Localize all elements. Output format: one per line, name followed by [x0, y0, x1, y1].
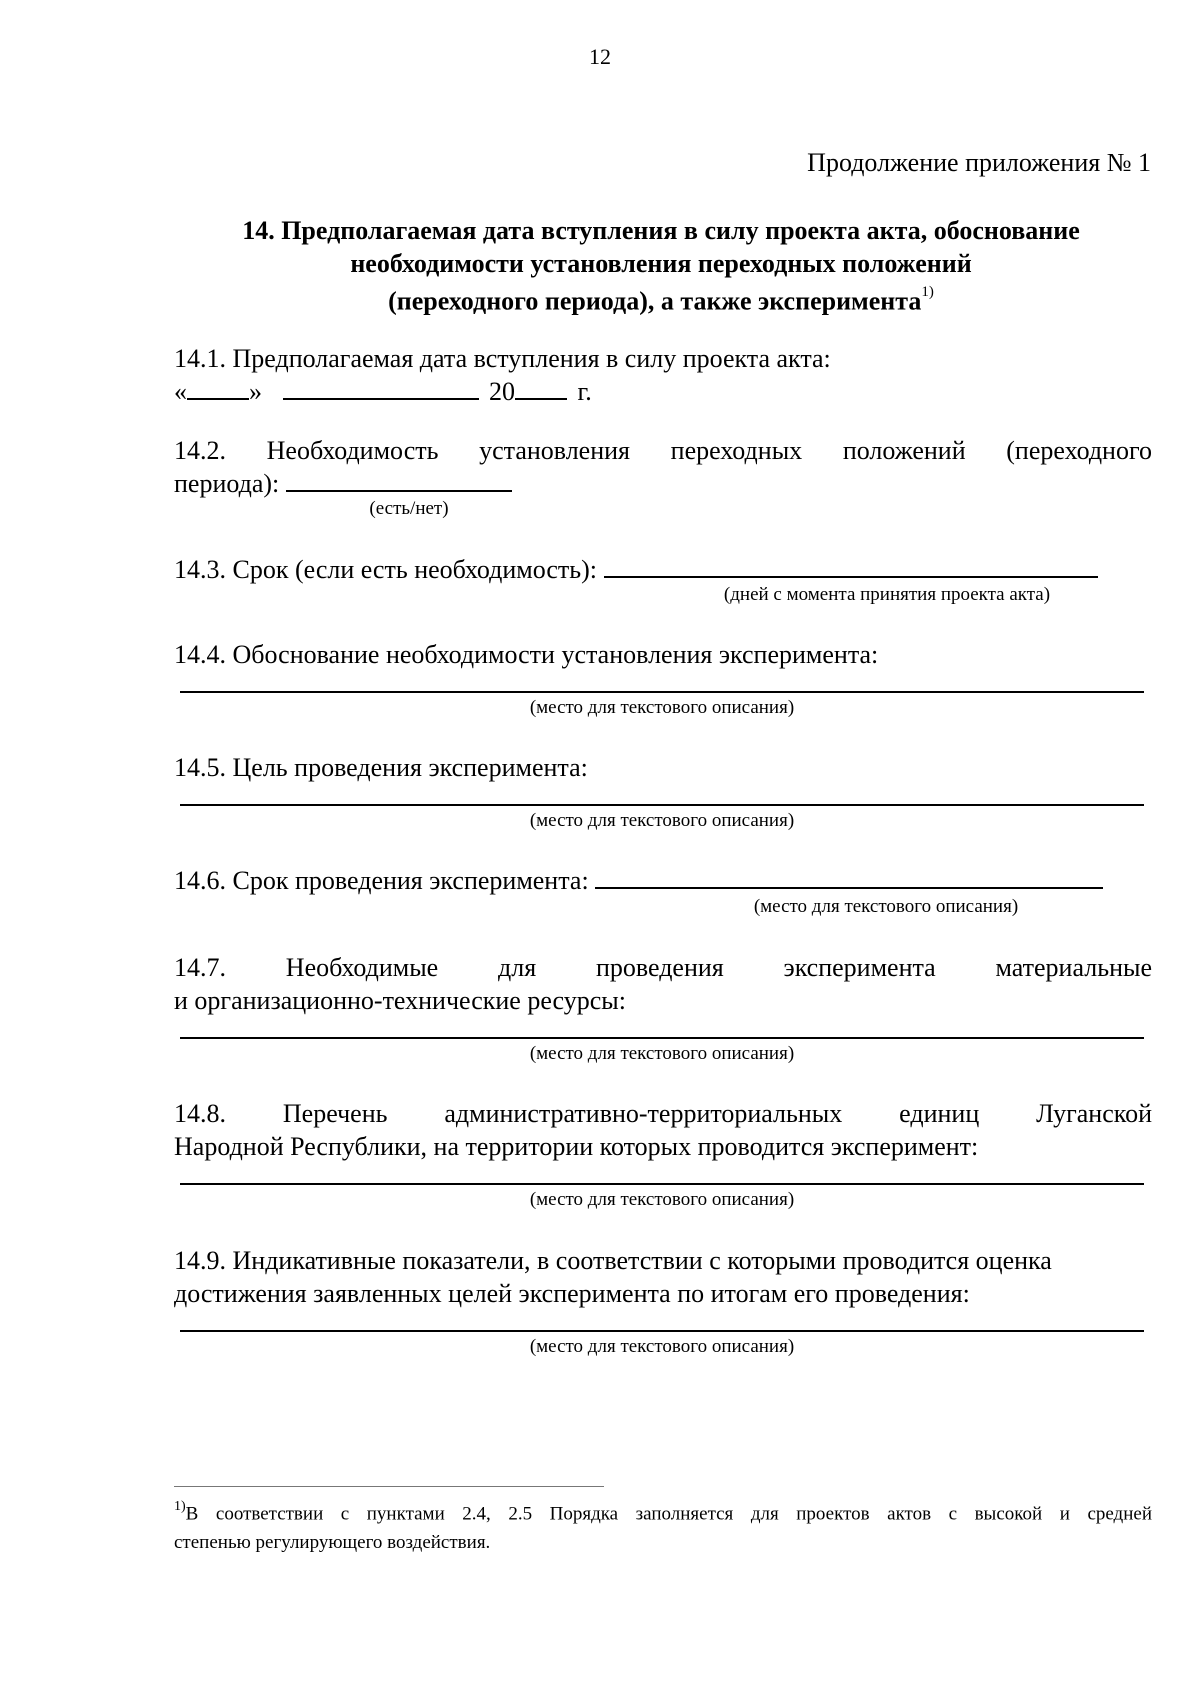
item-14-9-field[interactable] — [180, 1330, 1144, 1332]
appendix-note: Продолжение приложения № 1 — [807, 148, 1151, 177]
heading-line-3: (переходного периода), а также эксперимента — [388, 286, 922, 316]
page-number: 12 — [589, 44, 611, 69]
item-14-7-line-1: 14.7. Необходимые для проведения эксперимента материальные — [174, 953, 1152, 982]
item-14-7-line-2: и организационно-технические ресурсы: — [174, 986, 626, 1015]
section-heading — [170, 214, 1152, 318]
date-open-quote: « — [174, 377, 187, 406]
item-14-5-caption: (место для текстового описания) — [529, 810, 795, 831]
item-14-8-line-1: 14.8. Перечень административно-территориальных единиц Луганской — [174, 1099, 1152, 1128]
item-14-1 — [174, 342, 1152, 408]
heading-line-2: необходимости установления переходных положений — [350, 249, 972, 278]
date-close-quote: » — [249, 377, 262, 406]
heading-footnote-mark: 1) — [921, 284, 934, 300]
heading-line-1: 14. Предполагаемая дата вступления в силу проекта акта, обоснование — [242, 216, 1080, 245]
experiment-term-field[interactable] — [595, 865, 1103, 889]
footnote-line-2: степенью регулирующего воздействия. — [174, 1532, 491, 1554]
item-14-8-line-2: Народной Республики, на территории которых проводится эксперимент: — [174, 1132, 979, 1161]
item-14-7-field[interactable] — [180, 1037, 1144, 1039]
term-field[interactable] — [604, 554, 1098, 578]
item-14-5-text: 14.5. Цель проведения эксперимента: — [174, 753, 588, 782]
item-14-4-caption: (место для текстового описания) — [529, 697, 795, 718]
item-14-9-line-1: 14.9. Индикативные показатели, в соответствии с которыми проводится оценка — [174, 1246, 1052, 1275]
date-year-prefix: 20 — [489, 377, 515, 406]
item-14-2-caption: (есть/нет) — [369, 498, 449, 519]
item-14-6-caption: (место для текстового описания) — [753, 896, 1019, 917]
item-14-8-caption: (место для текстового описания) — [529, 1189, 795, 1210]
item-14-6 — [174, 864, 1152, 897]
item-14-3-text: 14.3. Срок (если есть необходимость): — [174, 555, 598, 584]
date-month-field[interactable] — [283, 376, 479, 400]
item-14-8 — [174, 1097, 1152, 1163]
item-14-6-text: 14.6. Срок проведения эксперимента: — [174, 866, 589, 895]
item-14-8-field[interactable] — [180, 1183, 1144, 1185]
date-year-field[interactable] — [515, 376, 567, 400]
item-14-4-field[interactable] — [180, 691, 1144, 693]
footnote — [174, 1494, 1152, 1557]
item-14-9-line-2: достижения заявленных целей эксперимента по итогам его проведения: — [174, 1279, 970, 1308]
date-day-field[interactable] — [187, 376, 249, 400]
footnote-mark: 1) — [174, 1499, 186, 1514]
item-14-7 — [174, 951, 1152, 1017]
item-14-7-caption: (место для текстового описания) — [529, 1043, 795, 1064]
item-14-9 — [174, 1244, 1152, 1310]
date-year-suffix: г. — [577, 377, 592, 406]
item-14-5-field[interactable] — [180, 804, 1144, 806]
item-14-9-caption: (место для текстового описания) — [529, 1336, 795, 1357]
item-14-2-line-1: 14.2. Необходимость установления переходных положений (переходного — [174, 436, 1152, 465]
footnote-line-1: В соответствии с пунктами 2.4, 2.5 Порядка заполняется для проектов актов с высокой и средней — [185, 1503, 1152, 1525]
item-14-3 — [174, 553, 1152, 586]
item-14-3-caption: (дней с момента принятия проекта акта) — [723, 584, 1051, 605]
item-14-2-line-2: периода): — [174, 469, 280, 498]
item-14-4-text: 14.4. Обоснование необходимости установления эксперимента: — [174, 640, 879, 669]
item-14-2 — [174, 434, 1152, 500]
footnote-divider — [174, 1486, 604, 1487]
item-14-1-text: 14.1. Предполагаемая дата вступления в силу проекта акта: — [174, 344, 831, 373]
transition-period-field[interactable] — [286, 468, 512, 492]
